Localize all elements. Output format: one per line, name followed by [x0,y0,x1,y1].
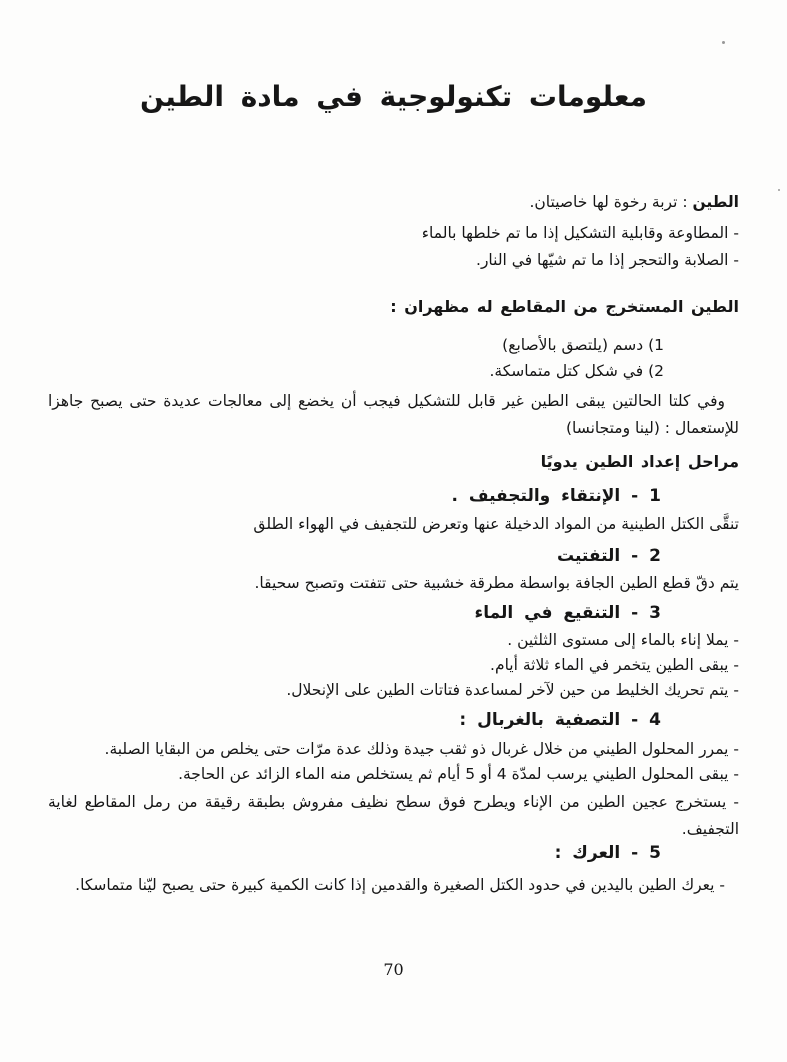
section-heading-stages: مراحل إعداد الطين يدويًا [540,452,739,471]
stage-5-heading: 5 - العرك : [554,843,661,863]
appearance-item-1: 1) دسم (يلتصق بالأصابع) [502,336,664,354]
stage-2-line-1: يتم دقّ قطع الطين الجافة بواسطة مطرقة خشبية حتى تتفتت وتصبح سحيقا. [254,574,739,592]
intro-definition [48,193,739,211]
page-number: 70 [383,960,404,979]
stage-1-line-1: تنقَّى الكتل الطينية من المواد الدخيلة عنها وتعرض للتجفيف في الهواء الطلق [253,515,739,533]
intro-bullet-1: - المطاوعة وقابلية التشكيل إذا ما تم خلطها بالماء [421,224,739,242]
intro-term: الطين [692,193,739,211]
section-heading-appearance: الطين المستخرج من المقاطع له مظهران : [390,297,739,316]
intro-bullet-2: - الصلابة والتحجر إذا ما تم شيّها في النار. [476,251,739,269]
stage-1-heading: 1 - الإنتقاء والتجفيف . [451,486,661,506]
stage-3-heading: 3 - التنقيع في الماء [474,603,661,623]
stage-2-heading: 2 - التفتيت [557,546,661,566]
scan-artifact-dot [778,189,780,191]
stage-4-line-3: - يستخرج عجين الطين من الإناء ويطرح فوق سطح نظيف مفروش بطبقة رقيقة من رمل المقاطع لغاية التجفيف. [48,793,739,838]
stage-4-line-2: - يبقى المحلول الطيني يرسب لمدّة 4 أو 5 أيام ثم يستخلص منه الماء الزائد عن الحاجة. [178,765,739,783]
scan-artifact-dot [722,41,725,44]
appearance-note: وفي كلتا الحالتين يبقى الطين غير قابل للتشكيل فيجب أن يخضع إلى معالجات عديدة حتى يصبح جاهزا للإستعمال : (لينا ومتجانسا) [48,392,739,437]
intro-definition-text: : تربة رخوة لها خاصيتان. [529,193,693,211]
document-title: معلومات تكنولوجية في مادة الطين [140,80,647,113]
stage-3-line-1: - يملا إناء بالماء إلى مستوى الثلثين . [507,631,739,649]
stage-3-line-3: - يتم تحريك الخليط من حين لآخر لمساعدة فتاتات الطين على الإنحلال. [286,681,739,699]
appearance-item-2: 2) في شكل كتل متماسكة. [489,362,664,380]
stage-3-line-2: - يبقى الطين يتخمر في الماء ثلاثة أيام. [490,656,739,674]
stage-4-heading: 4 - التصفية بالغربال : [459,710,661,730]
stage-5-line-1: - يعرك الطين باليدين في حدود الكتل الصغيرة والقدمين إذا كانت الكمية كبيرة حتى يصبح ليّنا متماسكا. [75,876,725,894]
stage-4-line-1: - يمرر المحلول الطيني من خلال غربال ذو ثقب جيدة وذلك عدة مرّات حتى يخلص من البقايا الصلبة. [104,740,739,758]
